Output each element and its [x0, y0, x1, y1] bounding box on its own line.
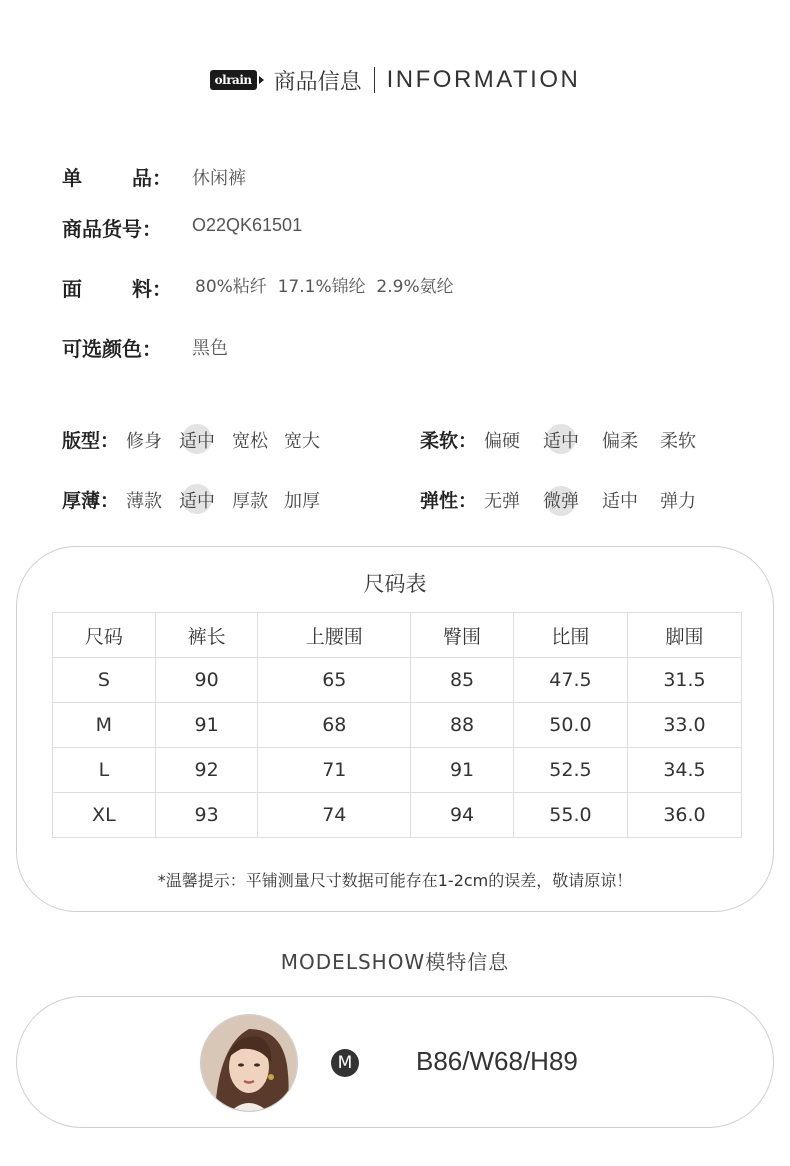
- brand-logo: olrain: [210, 70, 257, 90]
- size-table-cell: 88: [411, 703, 514, 748]
- attr-fit-label: 版型：: [62, 430, 120, 452]
- code-label: 商品货号：: [62, 217, 162, 241]
- size-table-cell: 52.5: [513, 748, 627, 793]
- model-measurements: B86/W68/H89: [416, 1046, 578, 1076]
- size-table-cell: 31.5: [627, 658, 741, 703]
- size-table-cell: 74: [258, 793, 411, 838]
- attr-elasticity-option: 适中: [602, 491, 638, 512]
- size-chart-title: 尺码表: [363, 572, 427, 596]
- attr-softness-option: 适中: [543, 431, 579, 452]
- attr-softness: [420, 426, 760, 456]
- item-label: [62, 162, 172, 191]
- color-label: 可选颜色：: [62, 337, 162, 361]
- size-table-cell: 65: [258, 658, 411, 703]
- size-chart-note: *温馨提示：平铺测量尺寸数据可能存在1-2cm的误差，敬请原谅！: [157, 871, 633, 890]
- size-table-cell: XL: [53, 793, 156, 838]
- attr-thickness-option: 加厚: [284, 491, 320, 512]
- size-table-header-row: [53, 613, 742, 658]
- fabric-label: [62, 273, 172, 302]
- attr-softness-option: 柔软: [660, 431, 696, 452]
- size-table-cell: 50.0: [513, 703, 627, 748]
- attr-thickness: [62, 486, 402, 516]
- size-table: [52, 612, 742, 838]
- fabric-value: 80%粘纤 17.1%锦纶 2.9%氨纶: [195, 277, 454, 297]
- logo-arrow-icon: [259, 76, 264, 84]
- model-portrait-image: [201, 1015, 297, 1111]
- size-table-cell: 68: [258, 703, 411, 748]
- model-avatar: [200, 1014, 298, 1112]
- size-table-row: [53, 658, 742, 703]
- attr-softness-option: 偏柔: [602, 431, 638, 452]
- size-table-cell: 93: [155, 793, 258, 838]
- size-table-cell: 36.0: [627, 793, 741, 838]
- section-header: [0, 60, 790, 100]
- code-value: O22QK61501: [192, 215, 303, 235]
- attr-fit-option: 宽松: [232, 431, 268, 452]
- fabric-label-part2: 料：: [132, 277, 172, 301]
- attr-elasticity-option: 微弹: [543, 491, 579, 512]
- fabric-label-part1: 面: [62, 277, 82, 301]
- attr-fit-option: 适中: [179, 431, 215, 452]
- size-table-header-cell: 脚围: [627, 613, 741, 658]
- attr-elasticity: [420, 486, 760, 516]
- model-size-badge: M: [331, 1049, 359, 1077]
- attr-elasticity-option: 无弹: [484, 491, 520, 512]
- header-title-en: INFORMATION: [386, 66, 581, 93]
- size-table-header-cell: 裤长: [155, 613, 258, 658]
- size-table-cell: 90: [155, 658, 258, 703]
- attr-softness-label: 柔软：: [420, 430, 478, 452]
- size-table-header-cell: 臀围: [411, 613, 514, 658]
- size-table-cell: 47.5: [513, 658, 627, 703]
- item-value: 休闲裤: [192, 168, 246, 189]
- header-title-cn: 商品信息: [273, 69, 362, 95]
- size-table-cell: 91: [155, 703, 258, 748]
- size-table-cell: 55.0: [513, 793, 627, 838]
- attr-thickness-option: 适中: [179, 491, 215, 512]
- size-table-cell: 85: [411, 658, 514, 703]
- size-table-cell: 34.5: [627, 748, 741, 793]
- model-section-title: MODELSHOW模特信息: [280, 950, 510, 974]
- size-table-row: [53, 793, 742, 838]
- item-label-part2: 品：: [132, 166, 172, 190]
- size-table-row: [53, 703, 742, 748]
- size-table-cell: M: [53, 703, 156, 748]
- size-table-cell: 92: [155, 748, 258, 793]
- attr-thickness-label: 厚薄：: [62, 490, 120, 512]
- attr-softness-option: 偏硬: [484, 431, 520, 452]
- attr-elasticity-label: 弹性：: [420, 490, 478, 512]
- header-divider: [374, 67, 375, 93]
- size-table-row: [53, 748, 742, 793]
- size-table-header-cell: 上腰围: [258, 613, 411, 658]
- size-table-cell: 33.0: [627, 703, 741, 748]
- attr-thickness-option: 厚款: [232, 491, 268, 512]
- attr-thickness-option: 薄款: [126, 491, 162, 512]
- size-table-cell: S: [53, 658, 156, 703]
- attr-fit-option: 修身: [126, 431, 162, 452]
- size-table-cell: 94: [411, 793, 514, 838]
- size-table-cell: 91: [411, 748, 514, 793]
- attr-fit: [62, 426, 402, 456]
- size-table-header-cell: 比围: [513, 613, 627, 658]
- color-value: 黑色: [192, 338, 228, 359]
- attr-fit-option: 宽大: [284, 431, 320, 452]
- model-info-panel: [16, 996, 774, 1128]
- item-label-part1: 单: [62, 166, 82, 190]
- size-table-cell: L: [53, 748, 156, 793]
- attr-elasticity-option: 弹力: [660, 491, 696, 512]
- size-table-header-cell: 尺码: [53, 613, 156, 658]
- size-table-cell: 71: [258, 748, 411, 793]
